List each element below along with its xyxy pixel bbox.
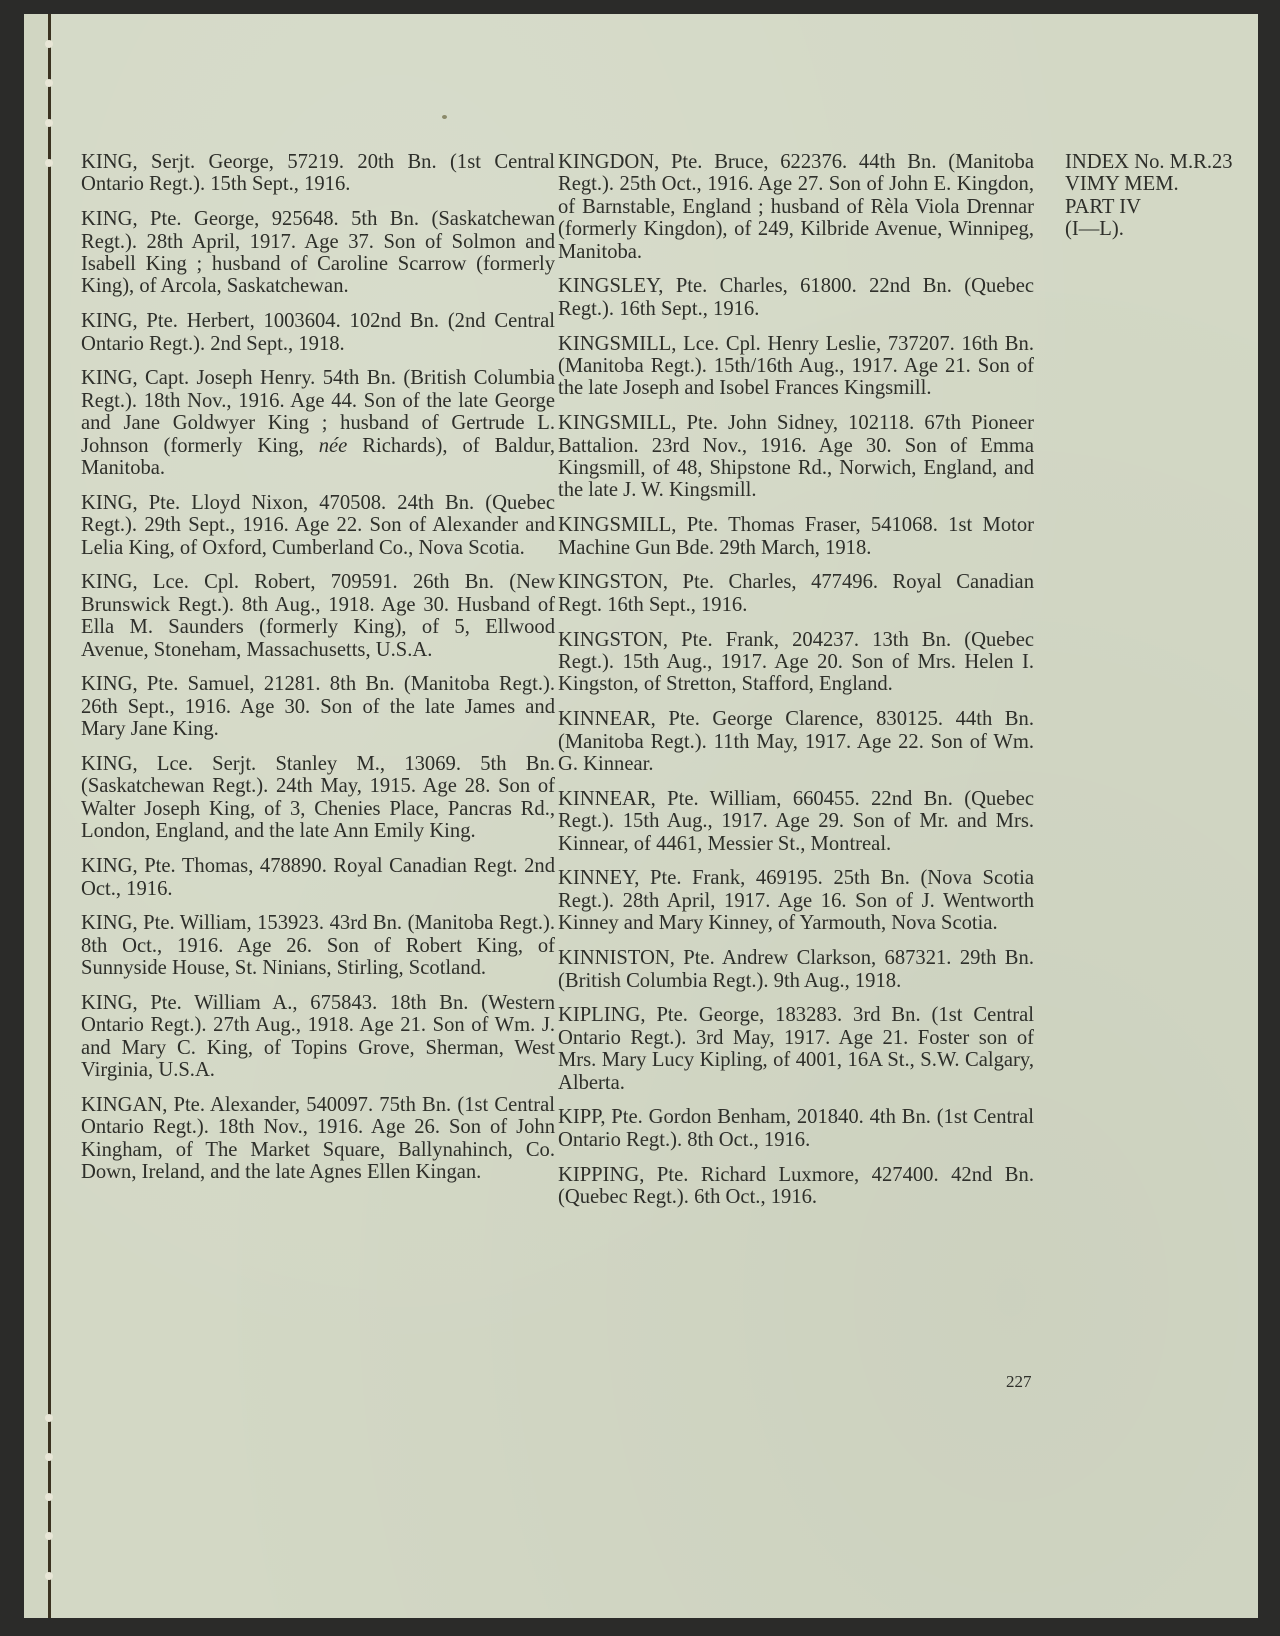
memorial-entry: KIPP, Pte. Gordon Benham, 201840. 4th Bn. (1st Central Ontario Regt.). 8th Oct., 1916. [558, 1106, 1034, 1151]
entry-text: KING, Capt. Joseph Henry. 54th Bn. (British Columbia Regt.). 18th Nov., 1916. Age 44. Son of the late George and Jane Goldwyer King ; husband of Gertrude L. Johnson (formerly King, [81, 367, 555, 457]
binding-stitch [45, 1572, 53, 1580]
memorial-entry: KINGSMILL, Pte. Thomas Fraser, 541068. 1st Motor Machine Gun Bde. 29th March, 1918. [558, 514, 1034, 559]
memorial-entry: KIPLING, Pte. George, 183283. 3rd Bn. (1st Central Ontario Regt.). 3rd May, 1917. Age 21. Foster son of Mrs. Mary Lucy Kipling, of 4001, 16A St., S.W. Calgary, Alberta. [558, 1004, 1034, 1094]
memorial-entry: KINNEAR, Pte. William, 660455. 22nd Bn. (Quebec Regt.). 15th Aug., 1917. Age 29. Son of Mr. and Mrs. Kinnear, of 4461, Messier St., Montreal. [558, 787, 1034, 855]
memorial-entry: KINNEAR, Pte. George Clarence, 830125. 44th Bn. (Manitoba Regt.). 11th May, 1917. Age 22. Son of Wm. G. Kinnear. [558, 708, 1034, 776]
memorial-entry: KINGSTON, Pte. Charles, 477496. Royal Canadian Regt. 16th Sept., 1916. [558, 571, 1034, 616]
binding-stitch [45, 119, 53, 127]
memorial-entry: KINGSMILL, Pte. John Sidney, 102118. 67th Pioneer Battalion. 23rd Nov., 1916. Age 30. Son of Emma Kingsmill, of 48, Shipstone Rd., Norwich, England, and the late J. W. Kingsmill. [558, 412, 1034, 502]
memorial-entry: KING, Serjt. George, 57219. 20th Bn. (1st Central Ontario Regt.). 15th Sept., 1916. [81, 151, 555, 196]
memorial-entry: KINGSTON, Pte. Frank, 204237. 13th Bn. (Quebec Regt.). 15th Aug., 1917. Age 20. Son of Mrs. Helen I. Kingston, of Stretton, Stafford, England. [558, 628, 1034, 696]
memorial-entry: KING, Pte. Thomas, 478890. Royal Canadian Regt. 2nd Oct., 1916. [81, 855, 555, 900]
binding-stitch [45, 40, 53, 48]
memorial-entry: KINNISTON, Pte. Andrew Clarkson, 687321. 29th Bn. (British Columbia Regt.). 9th Aug., 1918. [558, 947, 1034, 992]
binding-stitch [45, 1532, 53, 1540]
index-line: INDEX No. M.R.23 [1065, 151, 1233, 173]
binding-stitch [45, 1414, 53, 1422]
binding-stitch [45, 159, 53, 167]
binding-stitch [45, 1493, 53, 1501]
memorial-entry: KINNEY, Pte. Frank, 469195. 25th Bn. (Nova Scotia Regt.). 28th April, 1917. Age 16. Son of J. Wentworth Kinney and Mary Kinney, of Yarmouth, Nova Scotia. [558, 867, 1034, 935]
scanned-page [24, 14, 1258, 1618]
paper-speck [442, 115, 447, 119]
index-line: VIMY MEM. [1065, 173, 1179, 196]
memorial-entry: KING, Pte. William, 153923. 43rd Bn. (Manitoba Regt.). 8th Oct., 1916. Age 26. Son of Robert King, of Sunnyside House, St. Ninians, Stirling, Scotland. [81, 912, 555, 980]
entry-text: Richards), of Baldur, Manitoba. [81, 434, 555, 480]
memorial-entry: KING, Pte. Herbert, 1003604. 102nd Bn. (2nd Central Ontario Regt.). 2nd Sept., 1918. [81, 310, 555, 355]
memorial-entry: KING, Pte. George, 925648. 5th Bn. (Saskatchewan Regt.). 28th April, 1917. Age 37. Son of Solmon and Isabell King ; husband of Caroline Scarrow (formerly King), of Arcola, Saskatchewan. [81, 208, 555, 298]
memorial-entry: KING, Lce. Serjt. Stanley M., 13069. 5th Bn. (Saskatchewan Regt.). 24th May, 1915. Age 28. Son of Walter Joseph King, of 3, Chenies Place, Pancras Rd., London, England, and the late Ann Emily King. [81, 753, 555, 843]
memorial-entry [81, 367, 555, 479]
left-column [81, 151, 555, 1196]
memorial-entry: KING, Pte. Lloyd Nixon, 470508. 24th Bn. (Quebec Regt.). 29th Sept., 1916. Age 22. Son of Alexander and Lelia King, of Oxford, Cumberland Co., Nova Scotia. [81, 491, 555, 559]
memorial-entry: KINGAN, Pte. Alexander, 540097. 75th Bn. (1st Central Ontario Regt.). 18th Nov., 1916. Age 26. Son of John Kingham, of The Market Square, Ballynahinch, Co. Down, Ireland, and the late Agnes Ellen Kingan. [81, 1093, 555, 1184]
entry-italic-text: née [318, 434, 348, 457]
binding-edge [48, 14, 51, 1618]
binding-margin [24, 14, 50, 1618]
memorial-entry: KINGSMILL, Lce. Cpl. Henry Leslie, 737207. 16th Bn. (Manitoba Regt.). 15th/16th Aug., 1917. Age 21. Son of the late Joseph and Isobel Frances Kingsmill. [558, 332, 1034, 400]
index-line: PART IV [1065, 195, 1142, 218]
memorial-entry: KINGDON, Pte. Bruce, 622376. 44th Bn. (Manitoba Regt.). 25th Oct., 1916. Age 27. Son of John E. Kingdon, of Barnstable, England ; husband of Rèla Viola Drennar (formerly Kingdon), of 249, Kilbride Avenue, Winnipeg, Manitoba. [558, 151, 1034, 263]
binding-stitch [45, 1453, 53, 1461]
right-column [558, 151, 1034, 1221]
memorial-entry: KING, Pte. William A., 675843. 18th Bn. (Western Ontario Regt.). 27th Aug., 1918. Age 21. Son of Wm. J. and Mary C. King, of Topins Grove, Sherman, West Virginia, U.S.A. [81, 991, 555, 1082]
memorial-entry: KING, Pte. Samuel, 21281. 8th Bn. (Manitoba Regt.). 26th Sept., 1916. Age 30. Son of the late James and Mary Jane King. [81, 673, 555, 741]
index-line: (I—L). [1065, 218, 1124, 241]
index-reference [1065, 151, 1265, 241]
memorial-entry: KINGSLEY, Pte. Charles, 61800. 22nd Bn. (Quebec Regt.). 16th Sept., 1916. [558, 275, 1034, 320]
memorial-entry: KING, Lce. Cpl. Robert, 709591. 26th Bn. (New Brunswick Regt.). 8th Aug., 1918. Age 30. Husband of Ella M. Saunders (formerly King), of 5, Ellwood Avenue, Stoneham, Massachusetts, U.S.A. [81, 571, 555, 661]
binding-stitch [45, 79, 53, 87]
memorial-entry: KIPPING, Pte. Richard Luxmore, 427400. 42nd Bn. (Quebec Regt.). 6th Oct., 1916. [558, 1163, 1034, 1208]
page-number: 227 [1006, 1372, 1032, 1391]
